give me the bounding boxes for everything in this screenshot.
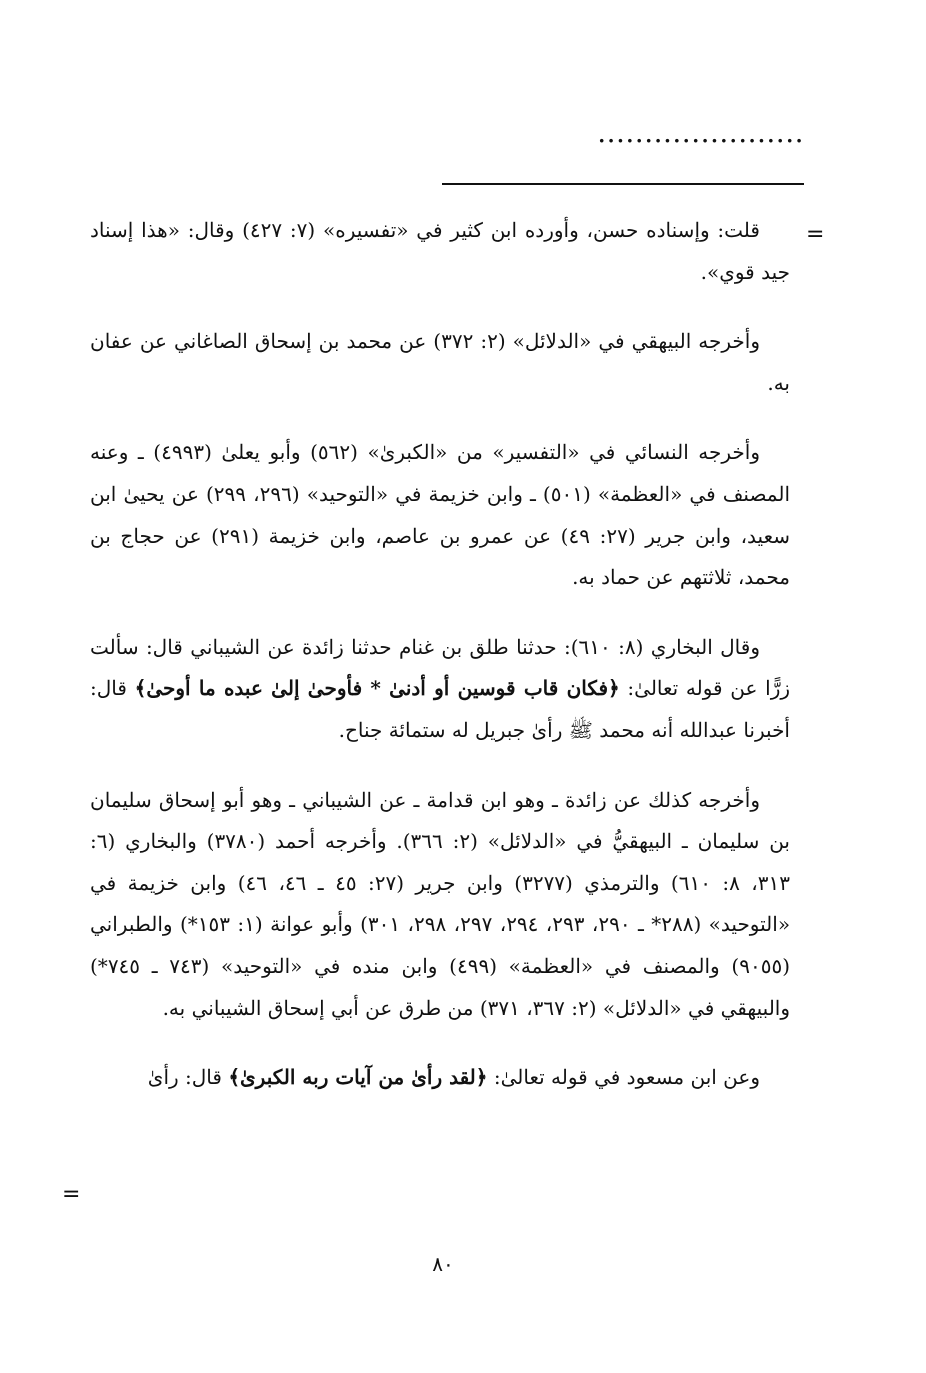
quran-quote-najm: ﴿فكان قاب قوسين أو أدنىٰ * فأوحىٰ إلىٰ عبده ما أوحىٰ﴾ bbox=[134, 676, 620, 701]
paragraph-ibn-masud-before: وعن ابن مسعود في قوله تعالىٰ: bbox=[487, 1065, 760, 1090]
continuation-mark-bottom: = bbox=[62, 1182, 81, 1207]
paragraph-bukhari bbox=[90, 627, 790, 752]
continuation-mark-top: = bbox=[806, 222, 825, 247]
paragraph-takhrij: وأخرجه كذلك عن زائدة ـ وهو ابن قدامة ـ عن الشيباني ـ وهو أبو إسحاق سليمان بن سليمان ـ البيهقيُّ في «الدلائل» (٢: ٣٦٦). وأخرجه أحمد (٣٧٨٠) والبخاري (٦: ٣١٣، ٨: ٦١٠) والترمذي (٣٢٧٧) وابن جرير (٢٧: ٤٥ ـ ٤٦، ٤٦) وابن خزيمة في «التوحيد» (٢٨٨* ـ ٢٩٠، ٢٩٣، ٢٩٤، ٢٩٧، ٢٩٨، ٣٠١) وأبو عوانة (١: ١٥٣*) والطبراني (٩٠٥٥) والمصنف في «العظمة» (٤٩٩) وابن منده في «التوحيد» (٧٤٣ ـ ٧٤٥*) والبيهقي في «الدلائل» (٢: ٣٦٧، ٣٧١) من طرق عن أبي إسحاق الشيباني به. bbox=[90, 787, 791, 1020]
dotted-separator: ...................... bbox=[597, 118, 804, 148]
paragraph-ibn-masud bbox=[90, 1057, 790, 1099]
footnote-rule bbox=[442, 183, 804, 185]
paragraph-bukhari-after: قال: أخبرنا عبدالله أنه محمد ﷺ رأىٰ جبريل له ستمائة جناح. bbox=[90, 676, 790, 742]
paragraph-isnad-note: قلت: وإسناده حسن، وأورده ابن كثير في «تفسيره» (٧: ٤٢٧) وقال: «هذا إسناد جيد قوي». bbox=[90, 218, 790, 284]
paragraph-ibn-masud-after: قال: رأىٰ bbox=[147, 1065, 229, 1090]
page-number: ٨٠ bbox=[432, 1252, 454, 1276]
paragraph-bayhaqi: وأخرجه البيهقي في «الدلائل» (٢: ٣٧٢) عن محمد بن إسحاق الصاغاني عن عفان به. bbox=[90, 329, 790, 395]
footnote-body bbox=[90, 210, 790, 1127]
paragraph-nasai: وأخرجه النسائي في «التفسير» من «الكبرىٰ» (٥٦٢) وأبو يعلىٰ (٤٩٩٣) ـ وعنه المصنف في «العظمة» (٥٠١) ـ وابن خزيمة في «التوحيد» (٢٩٦، ٢٩٩) عن يحيىٰ ابن سعيد، وابن جرير (٢٧: ٤٩) عن عمرو بن عاصم، وابن خزيمة (٢٩١) عن حجاج بن محمد، ثلاثتهم عن حماد به. bbox=[90, 440, 791, 590]
quran-quote-kubra: ﴿لقد رأىٰ من آيات ربه الكبرىٰ﴾ bbox=[228, 1065, 488, 1090]
paragraph-bukhari-before: وقال البخاري (٨: ٦١٠): حدثنا طلق بن غنام حدثنا زائدة عن الشيباني قال: سألت زرًّا عن قوله تعالىٰ: bbox=[90, 634, 791, 701]
